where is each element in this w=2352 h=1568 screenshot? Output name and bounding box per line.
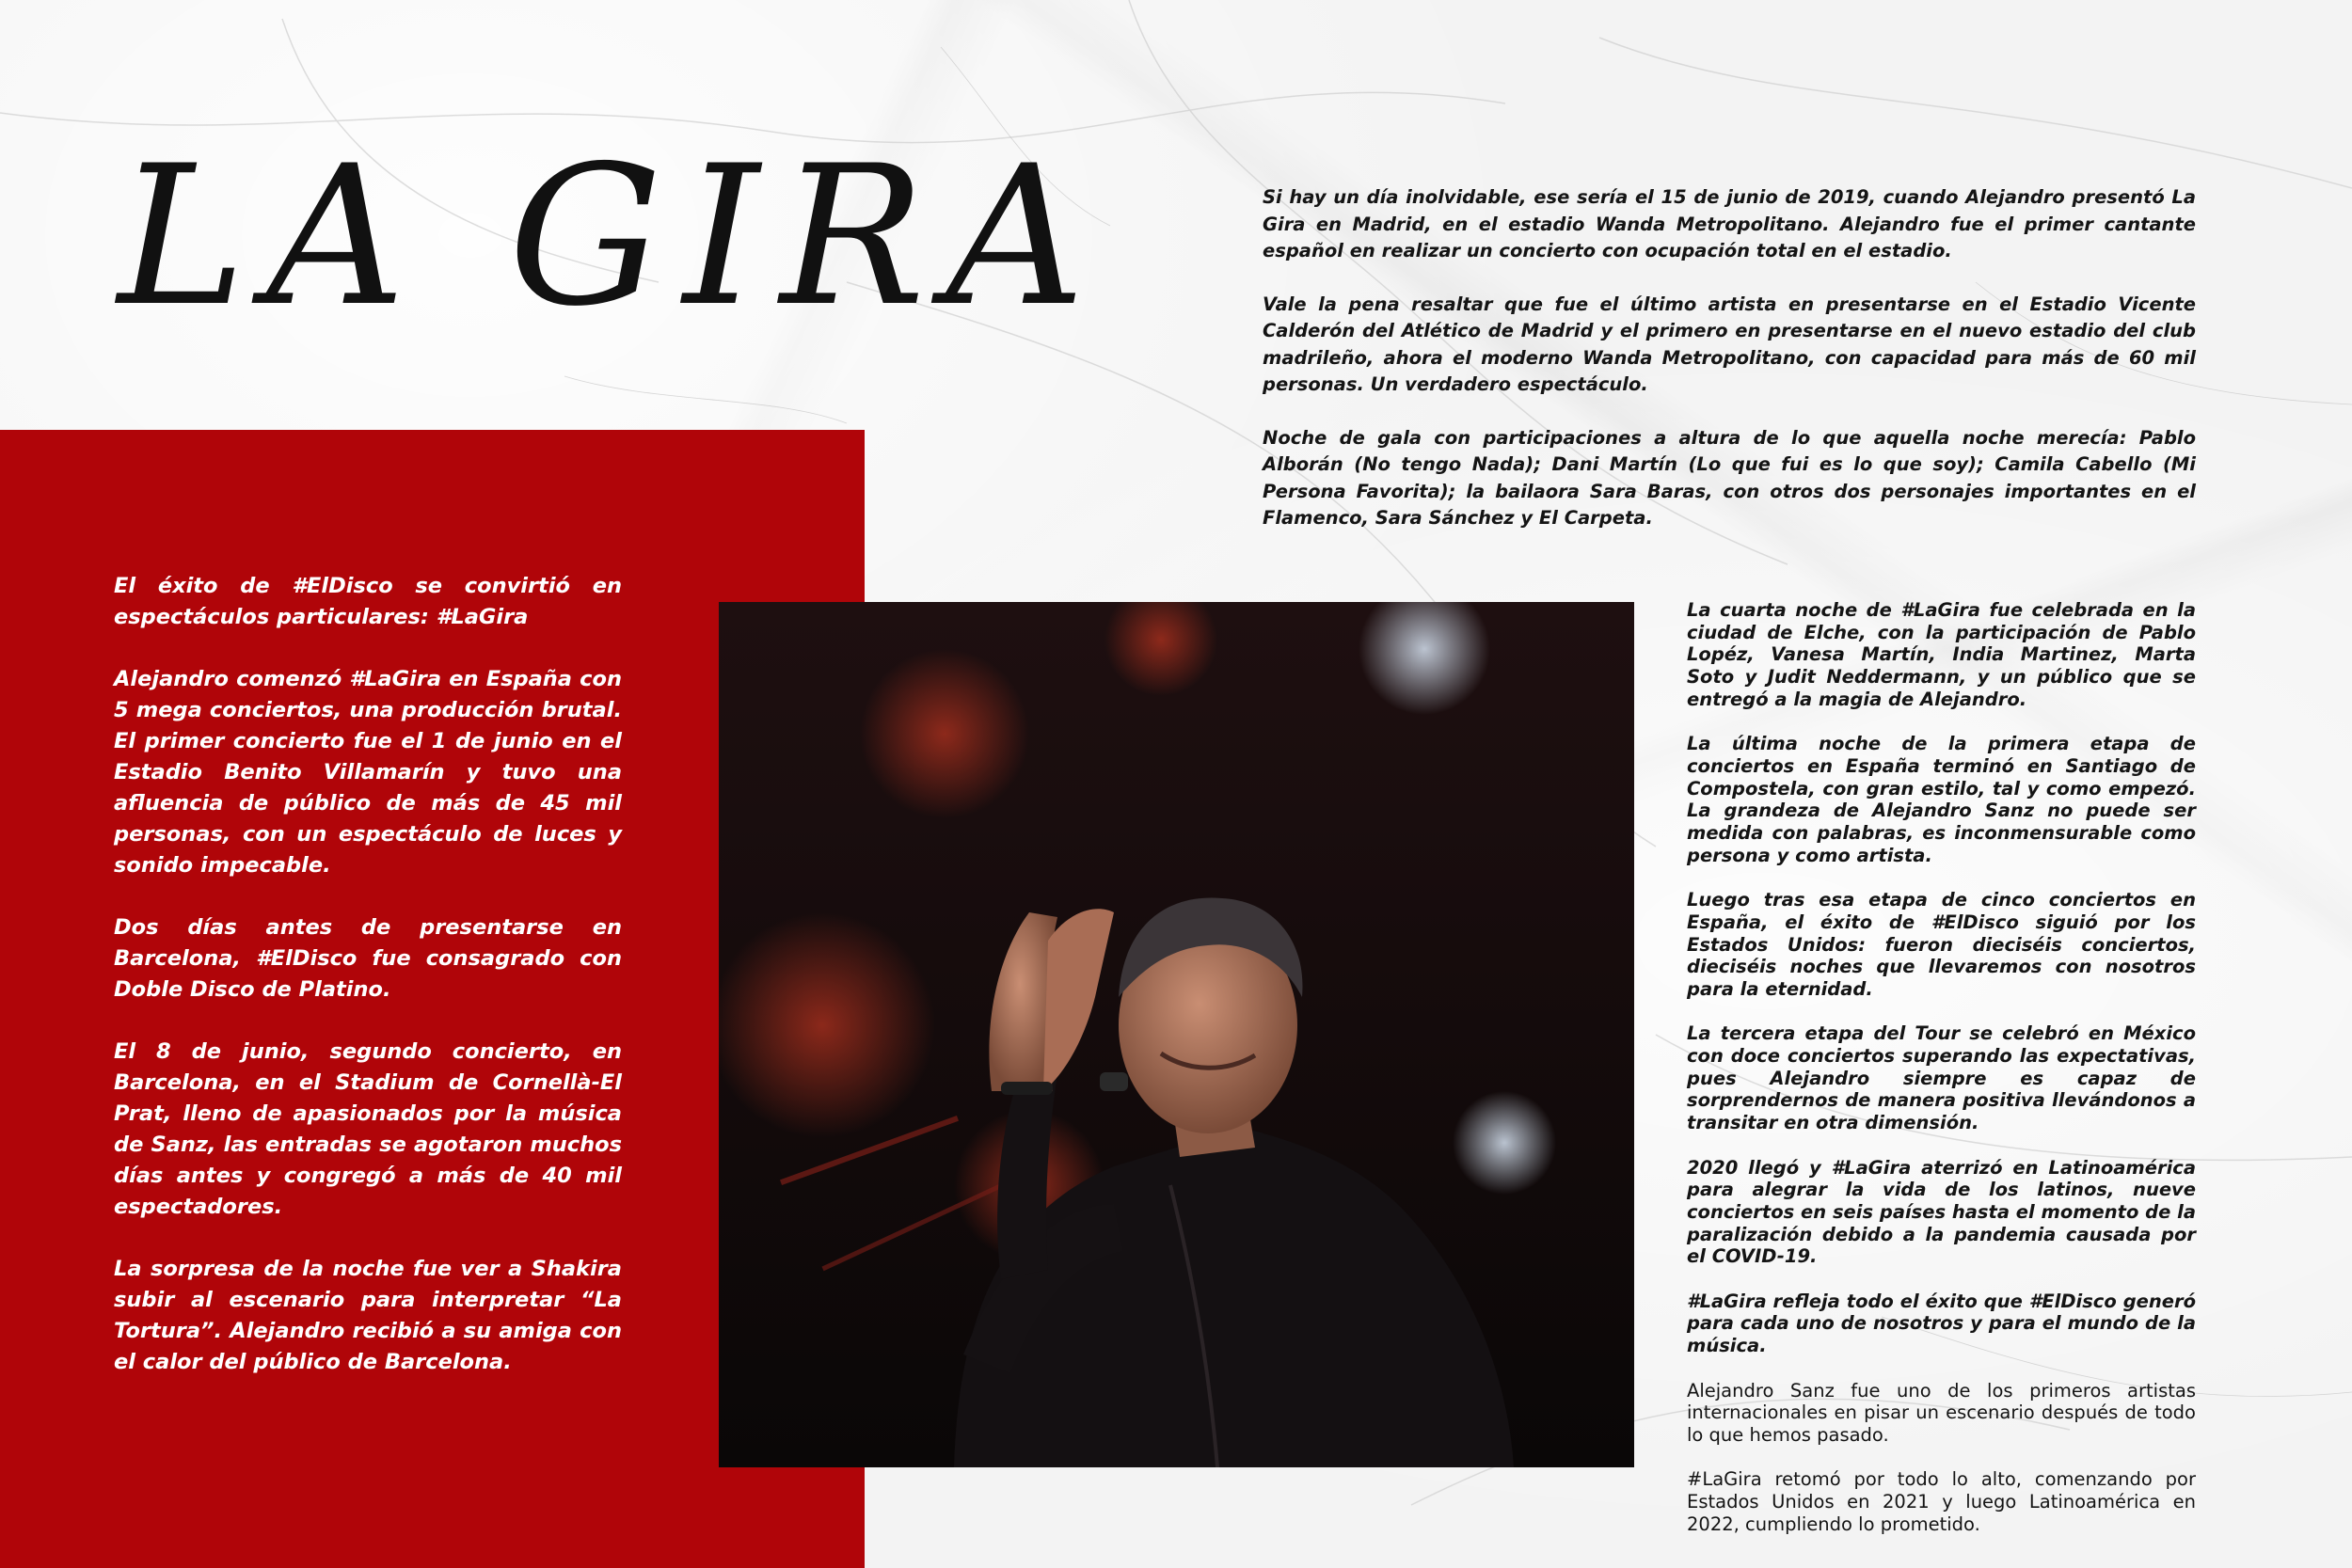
page-title: LA GIRA: [118, 125, 1106, 349]
right-column-text: [1687, 599, 2196, 1558]
right-column-paragraph: La tercera etapa del Tour se celebró en México con doce conciertos superando las expectativas, pues Alejandro siempre es capaz de sorprendernos de manera positiva llevándonos a transitar en otra dimensión.: [1687, 1022, 2196, 1134]
right-column-paragraph: #LaGira retomó por todo lo alto, comenzando por Estados Unidos en 2021 y luego Latinoamérica en 2022, cumpliendo lo prometido.: [1687, 1468, 2196, 1535]
red-panel-text: [114, 571, 622, 1409]
right-column-paragraph: 2020 llegó y #LaGira aterrizó en Latinoamérica para alegrar la vida de los latinos, nueve conciertos en seis países hasta el momento de la paralización debido a la pandemia causada por el COVID-19.: [1687, 1156, 2196, 1268]
red-panel-paragraph: La sorpresa de la noche fue ver a Shakira subir al escenario para interpretar “La Tortura”. Alejandro recibió a su amiga con el calor del público de Barcelona.: [114, 1257, 622, 1374]
red-panel-paragraph: El éxito de #ElDisco se convirtió en espectáculos particulares: #LaGira: [114, 574, 622, 629]
intro-paragraph: Vale la pena resaltar que fue el último artista en presentarse en el Estadio Vicente Calderón del Atlético de Madrid y el primero en presentarse en el nuevo estadio del club madrileño, ahora el moderno Wanda Metropolitano, con capacidad para más de 60 mil personas. Un verdadero espectáculo.: [1263, 293, 2196, 395]
right-column-paragraph: Luego tras esa etapa de cinco conciertos en España, el éxito de #ElDisco siguió por los Estados Unidos: fueron dieciséis conciertos, dieciséis noches que llevaremos con nosotros para la eternidad.: [1687, 889, 2196, 1000]
intro-text: [1263, 184, 2196, 559]
red-panel-paragraph: Alejandro comenzó #LaGira en España con 5 mega conciertos, una producción brutal. El primer concierto fue el 1 de junio en el Estadio Benito Villamarín y tuvo una afluencia de público de más de 45 mil personas, con un espectáculo de luces y sonido impecable.: [114, 667, 622, 878]
red-panel-paragraph: El 8 de junio, segundo concierto, en Barcelona, en el Stadium de Cornellà-El Prat, lleno de apasionados por la música de Sanz, las entradas se agotaron muchos días antes y congregó a más de 40 mil espectadores.: [114, 1039, 622, 1219]
intro-paragraph: Noche de gala con participaciones a altura de lo que aquella noche merecía: Pablo Alborán (No tengo Nada); Dani Martín (Lo que fui es lo que soy); Camila Cabello (Mi Persona Favorita); la bailaora Sara Baras, con otros dos personajes importantes en el Flamenco, Sara Sánchez y El Carpeta.: [1263, 426, 2196, 529]
right-column-paragraph: La cuarta noche de #LaGira fue celebrada en la ciudad de Elche, con la participación de Pablo Lopéz, Vanesa Martín, India Martinez, Marta Soto y Judit Neddermann, y un público que se entregó a la magia de Alejandro.: [1687, 599, 2196, 710]
red-panel-paragraph: Dos días antes de presentarse en Barcelona, #ElDisco fue consagrado con Doble Disco de Platino.: [114, 915, 622, 1002]
right-column-paragraph: #LaGira refleja todo el éxito que #ElDisco generó para cada uno de nosotros y para el mundo de la música.: [1687, 1290, 2196, 1357]
concert-photo: [719, 602, 1634, 1467]
intro-paragraph: Si hay un día inolvidable, ese sería el 15 de junio de 2019, cuando Alejandro presentó La Gira en Madrid, en el estadio Wanda Metropolitano. Alejandro fue el primer cantante español en realizar un concierto con ocupación total en el estadio.: [1263, 186, 2196, 261]
right-column-paragraph: Alejandro Sanz fue uno de los primeros artistas internacionales en pisar un escenario después de todo lo que hemos pasado.: [1687, 1379, 2196, 1446]
right-column-paragraph: La última noche de la primera etapa de conciertos en España terminó en Santiago de Compostela, con gran estilo, tal y como empezó. La grandeza de Alejandro Sanz no puede ser medida con palabras, es inconmensurable como persona y como artista.: [1687, 733, 2196, 866]
